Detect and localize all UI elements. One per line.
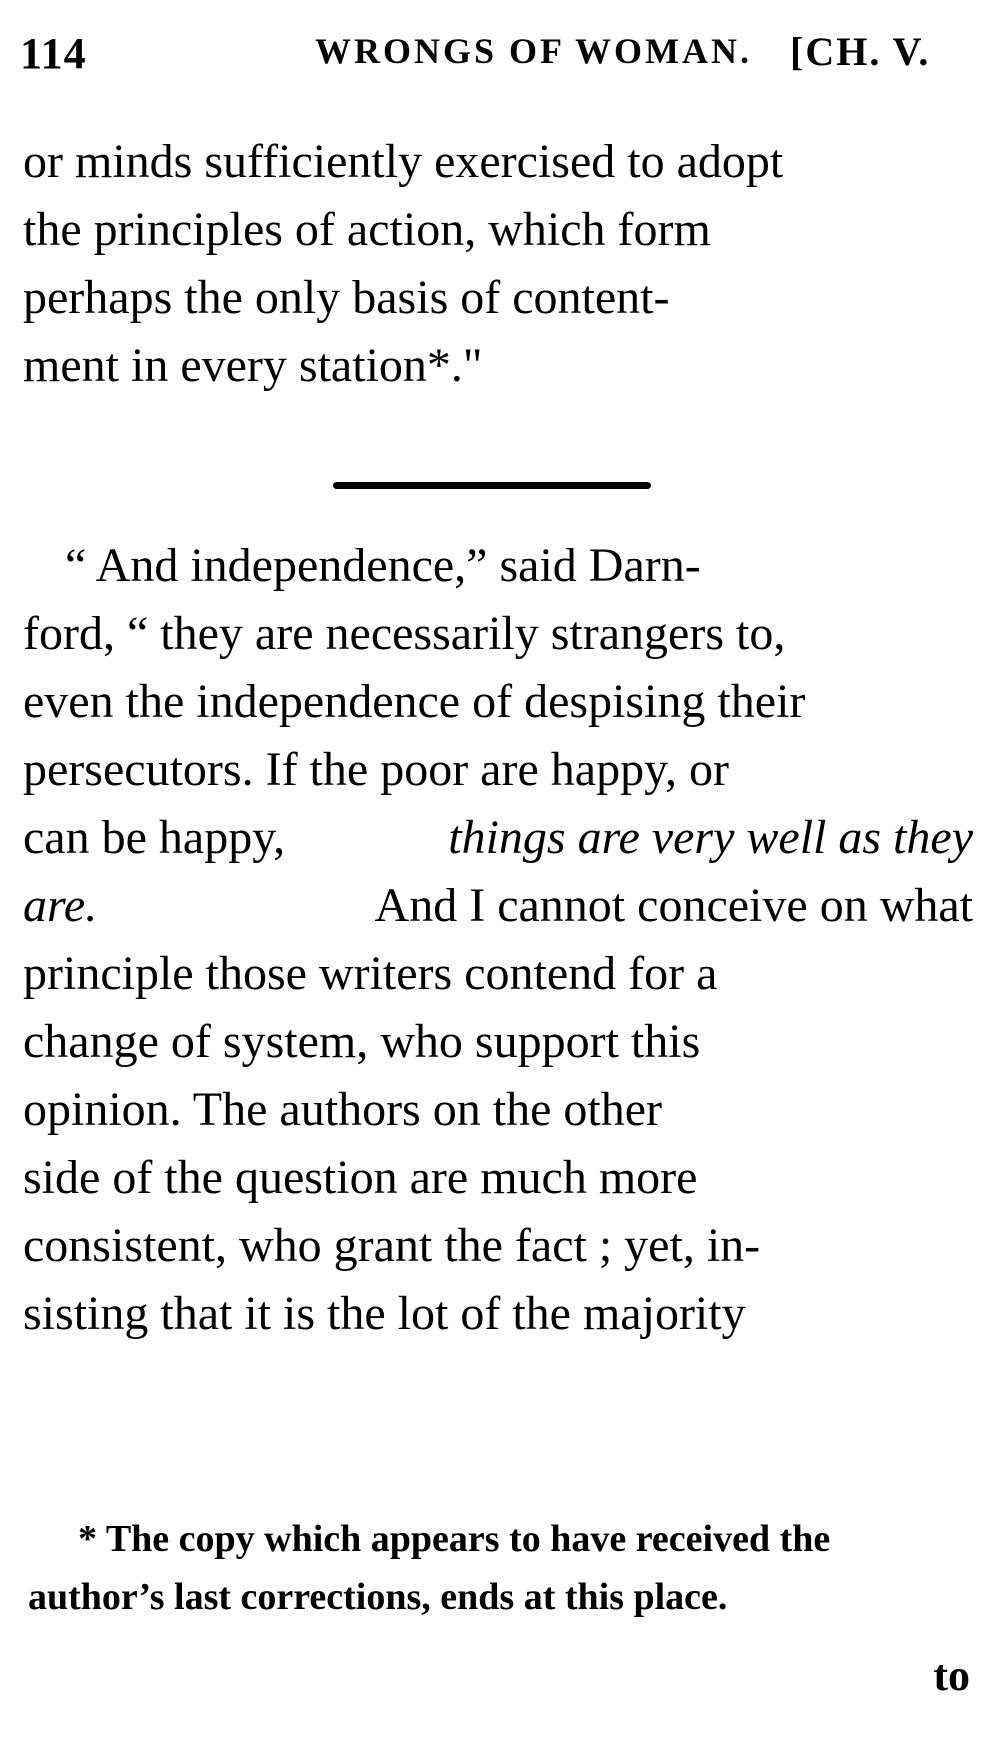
text-line: or minds sufficiently exercised to adopt bbox=[23, 135, 784, 188]
text-line: ment in every station*." bbox=[23, 339, 483, 392]
footnote-line: * The copy which appears to have received the bbox=[78, 1518, 831, 1560]
text-line: principle those writers contend for a bbox=[23, 947, 718, 1000]
section-rule bbox=[333, 482, 651, 489]
italic-segment: are. bbox=[23, 879, 98, 932]
footnote-line: author’s last corrections, ends at this place. bbox=[28, 1576, 728, 1618]
running-head: WRONGS OF WOMAN. bbox=[315, 31, 753, 71]
italic-segment: things are very well as they bbox=[448, 811, 973, 864]
text-line: even the independence of despising their bbox=[23, 675, 806, 728]
chapter-label: [CH. V. bbox=[790, 29, 931, 74]
text-line: sisting that it is the lot of the majority bbox=[23, 1287, 746, 1340]
text-segment: can be happy, bbox=[23, 811, 286, 864]
main-paragraph bbox=[23, 522, 973, 1338]
text-line: change of system, who support this bbox=[23, 1015, 701, 1068]
text-line: perhaps the only basis of content- bbox=[23, 271, 670, 324]
text-line bbox=[23, 794, 973, 862]
text-line: consistent, who grant the fact ; yet, in- bbox=[23, 1219, 761, 1272]
text-segment: And I cannot conceive on what bbox=[374, 879, 973, 932]
text-line: side of the question are much more bbox=[23, 1151, 698, 1204]
top-paragraph bbox=[23, 118, 973, 390]
catchword: to bbox=[933, 1651, 970, 1700]
page-number: 114 bbox=[20, 29, 87, 78]
text-line bbox=[23, 862, 973, 930]
text-line: persecutors. If the poor are happy, or bbox=[23, 743, 729, 796]
text-line: the principles of action, which form bbox=[23, 203, 711, 256]
text-line: opinion. The authors on the other bbox=[23, 1083, 662, 1136]
text-line: ford, “ they are necessarily strangers to, bbox=[23, 607, 786, 660]
text-line: “ And independence,” said Darn- bbox=[65, 539, 701, 592]
footnote bbox=[28, 1500, 968, 1616]
